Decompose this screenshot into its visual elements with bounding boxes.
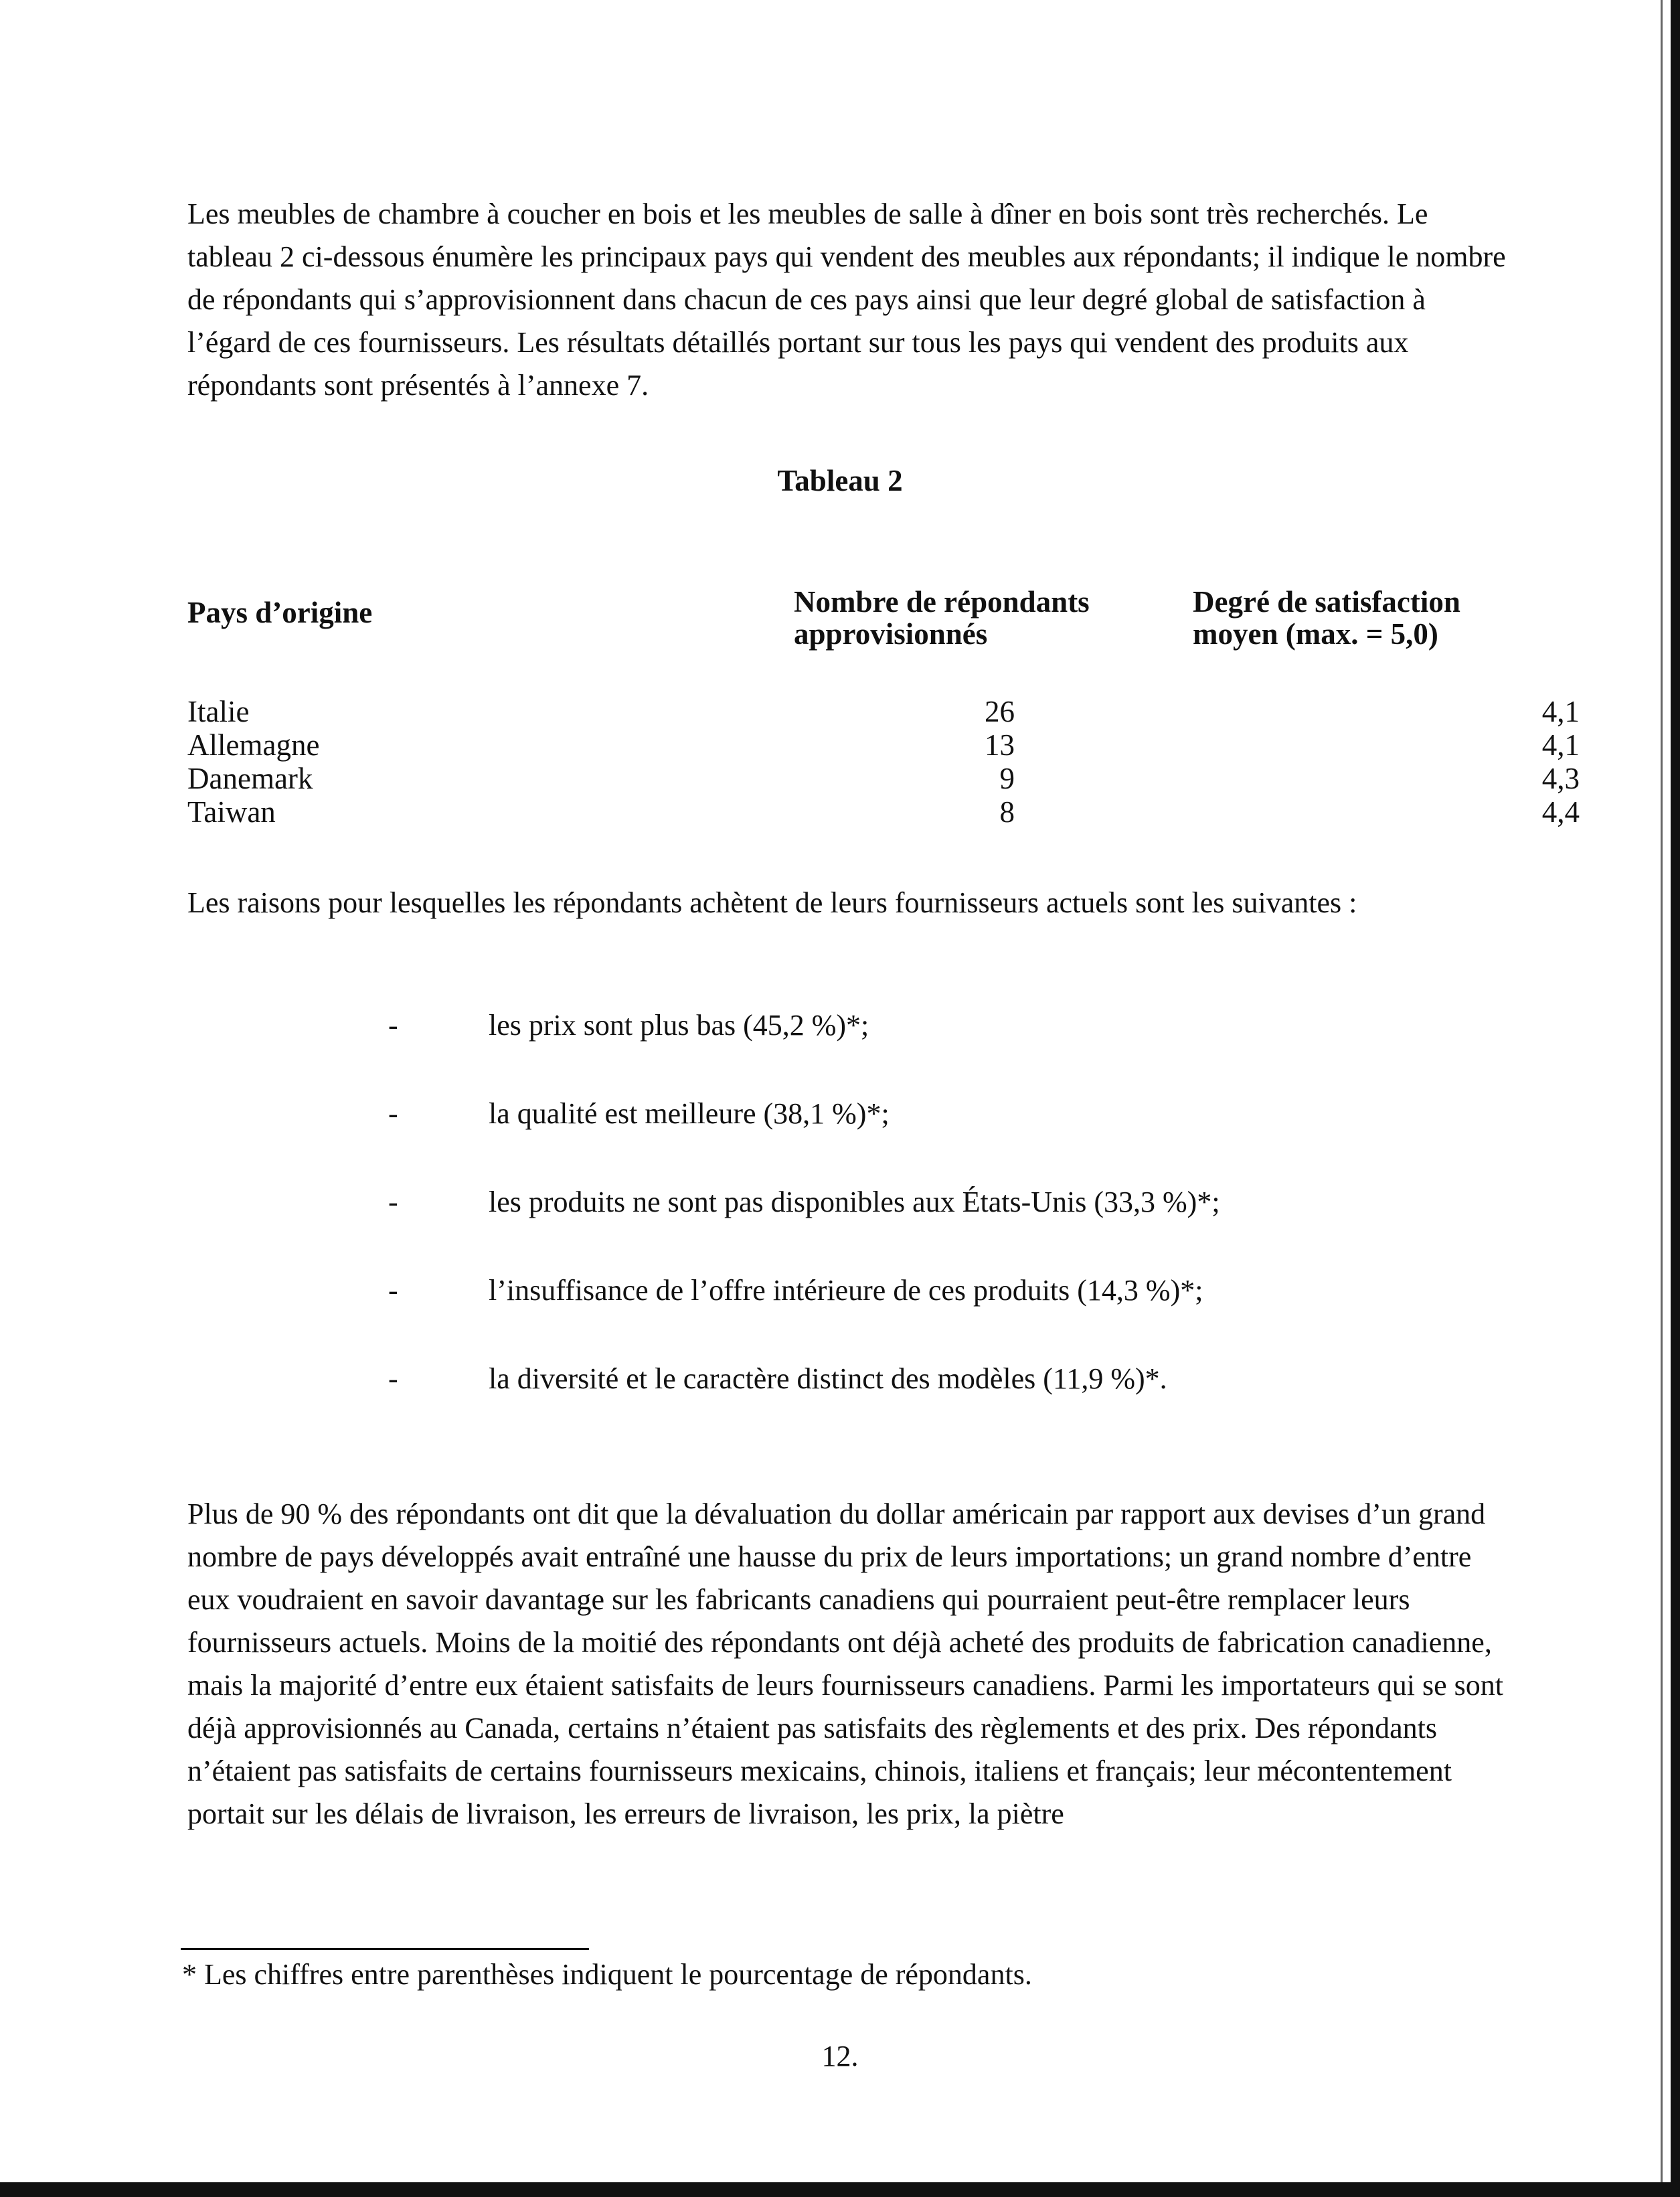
reasons-intro-paragraph: Les raisons pour lesquelles les répondants achètent de leurs fournisseurs actuels sont les suivantes :: [187, 886, 1357, 919]
cell-count: 13: [985, 728, 1015, 762]
cell-satisfaction: 4,4: [1541, 795, 1580, 829]
cell-country: Danemark: [187, 762, 313, 795]
header-count-line1: Nombre de répondants: [794, 585, 1090, 619]
dash-bullet: -: [388, 1097, 398, 1130]
list-item: [388, 1269, 1526, 1358]
dash-bullet: -: [388, 1362, 398, 1395]
dash-bullet: -: [388, 1186, 398, 1218]
list-item: [388, 1181, 1526, 1269]
header-country: [187, 596, 372, 629]
cell-satisfaction: 4,1: [1541, 728, 1580, 762]
list-item-text: la qualité est meilleure (38,1 %)*;: [489, 1097, 890, 1130]
table-body: [187, 695, 1580, 829]
list-item: [388, 1004, 1526, 1092]
list-item-text: la diversité et le caractère distinct des modèles (11,9 %)*.: [489, 1362, 1167, 1395]
conclusion-paragraph: Plus de 90 % des répondants ont dit que la dévaluation du dollar américain par rapport aux devises d’un grand nombre de pays développés avait entraîné une hausse du prix de leurs importations; un grand nombre d’entre eux voudraient en savoir davantage sur les fabricants canadiens qui pourraient peut-être remplacer leurs fournisseurs actuels. Moins de la moitié des répondants ont déjà acheté des produits de fabrication canadienne, mais la majorité d’entre eux étaient satisfaits de leurs fournisseurs canadiens. Parmi les importateurs qui se sont déjà approvisionnés au Canada, certains n’étaient pas satisfaits des règlements et des prix. Des répondants n’étaient pas satisfaits de certains fournisseurs mexicains, chinois, italiens et français; leur mécontentement portait sur les délais de livraison, les erreurs de livraison, les prix, la piètre: [187, 1497, 1504, 1830]
cell-country: Taiwan: [187, 795, 276, 829]
cell-country: Italie: [187, 695, 250, 728]
cell-country: Allemagne: [187, 728, 320, 762]
header-satisfaction-line1: Degré de satisfaction: [1193, 585, 1460, 619]
page-number: 12.: [821, 2040, 859, 2072]
list-item: [388, 1092, 1526, 1181]
footnote-divider: [181, 1948, 589, 1950]
header-satisfaction: [1193, 586, 1460, 650]
list-item: [388, 1358, 1526, 1446]
cell-count: 8: [999, 795, 1015, 829]
cell-satisfaction: 4,3: [1541, 762, 1580, 795]
list-item-text: les prix sont plus bas (45,2 %)*;: [489, 1009, 869, 1042]
cell-satisfaction: 4,1: [1541, 695, 1580, 728]
scan-edge-line: [1661, 0, 1663, 2197]
dash-bullet: -: [388, 1274, 398, 1307]
scan-edge-right: [1671, 0, 1680, 2197]
table-row: [187, 728, 1580, 762]
table-title: Tableau 2: [777, 464, 903, 497]
list-item-text: les produits ne sont pas disponibles aux États-Unis (33,3 %)*;: [489, 1186, 1220, 1218]
table-row: [187, 695, 1580, 728]
dash-bullet: -: [388, 1009, 398, 1042]
header-satisfaction-line2: moyen (max. = 5,0): [1193, 617, 1438, 651]
cell-count: 26: [985, 695, 1015, 728]
table-row: [187, 762, 1580, 795]
header-count-line2: approvisionnés: [794, 617, 988, 651]
footnote: * Les chiffres entre parenthèses indiquent le pourcentage de répondants.: [182, 1958, 1032, 1991]
cell-count: 9: [999, 762, 1015, 795]
header-respondent-count: [794, 586, 1090, 650]
header-country-label: Pays d’origine: [187, 596, 373, 629]
scan-edge-bottom: [0, 2182, 1680, 2197]
reasons-list: [388, 1004, 1526, 1446]
intro-paragraph: Les meubles de chambre à coucher en bois et les meubles de salle à dîner en bois sont très recherchés. Le tableau 2 ci-dessous énumère les principaux pays qui vendent des meubles aux répondants; il indique le nombre de répondants qui s’approvisionnent dans chacun de ces pays ainsi que leur degré global de satisfaction à l’égard de ces fournisseurs. Les résultats détaillés portant sur tous les pays qui vendent des produits aux répondants sont présentés à l’annexe 7.: [187, 197, 1506, 402]
list-item-text: l’insuffisance de l’offre intérieure de ces produits (14,3 %)*;: [489, 1274, 1203, 1307]
table-row: [187, 795, 1580, 829]
